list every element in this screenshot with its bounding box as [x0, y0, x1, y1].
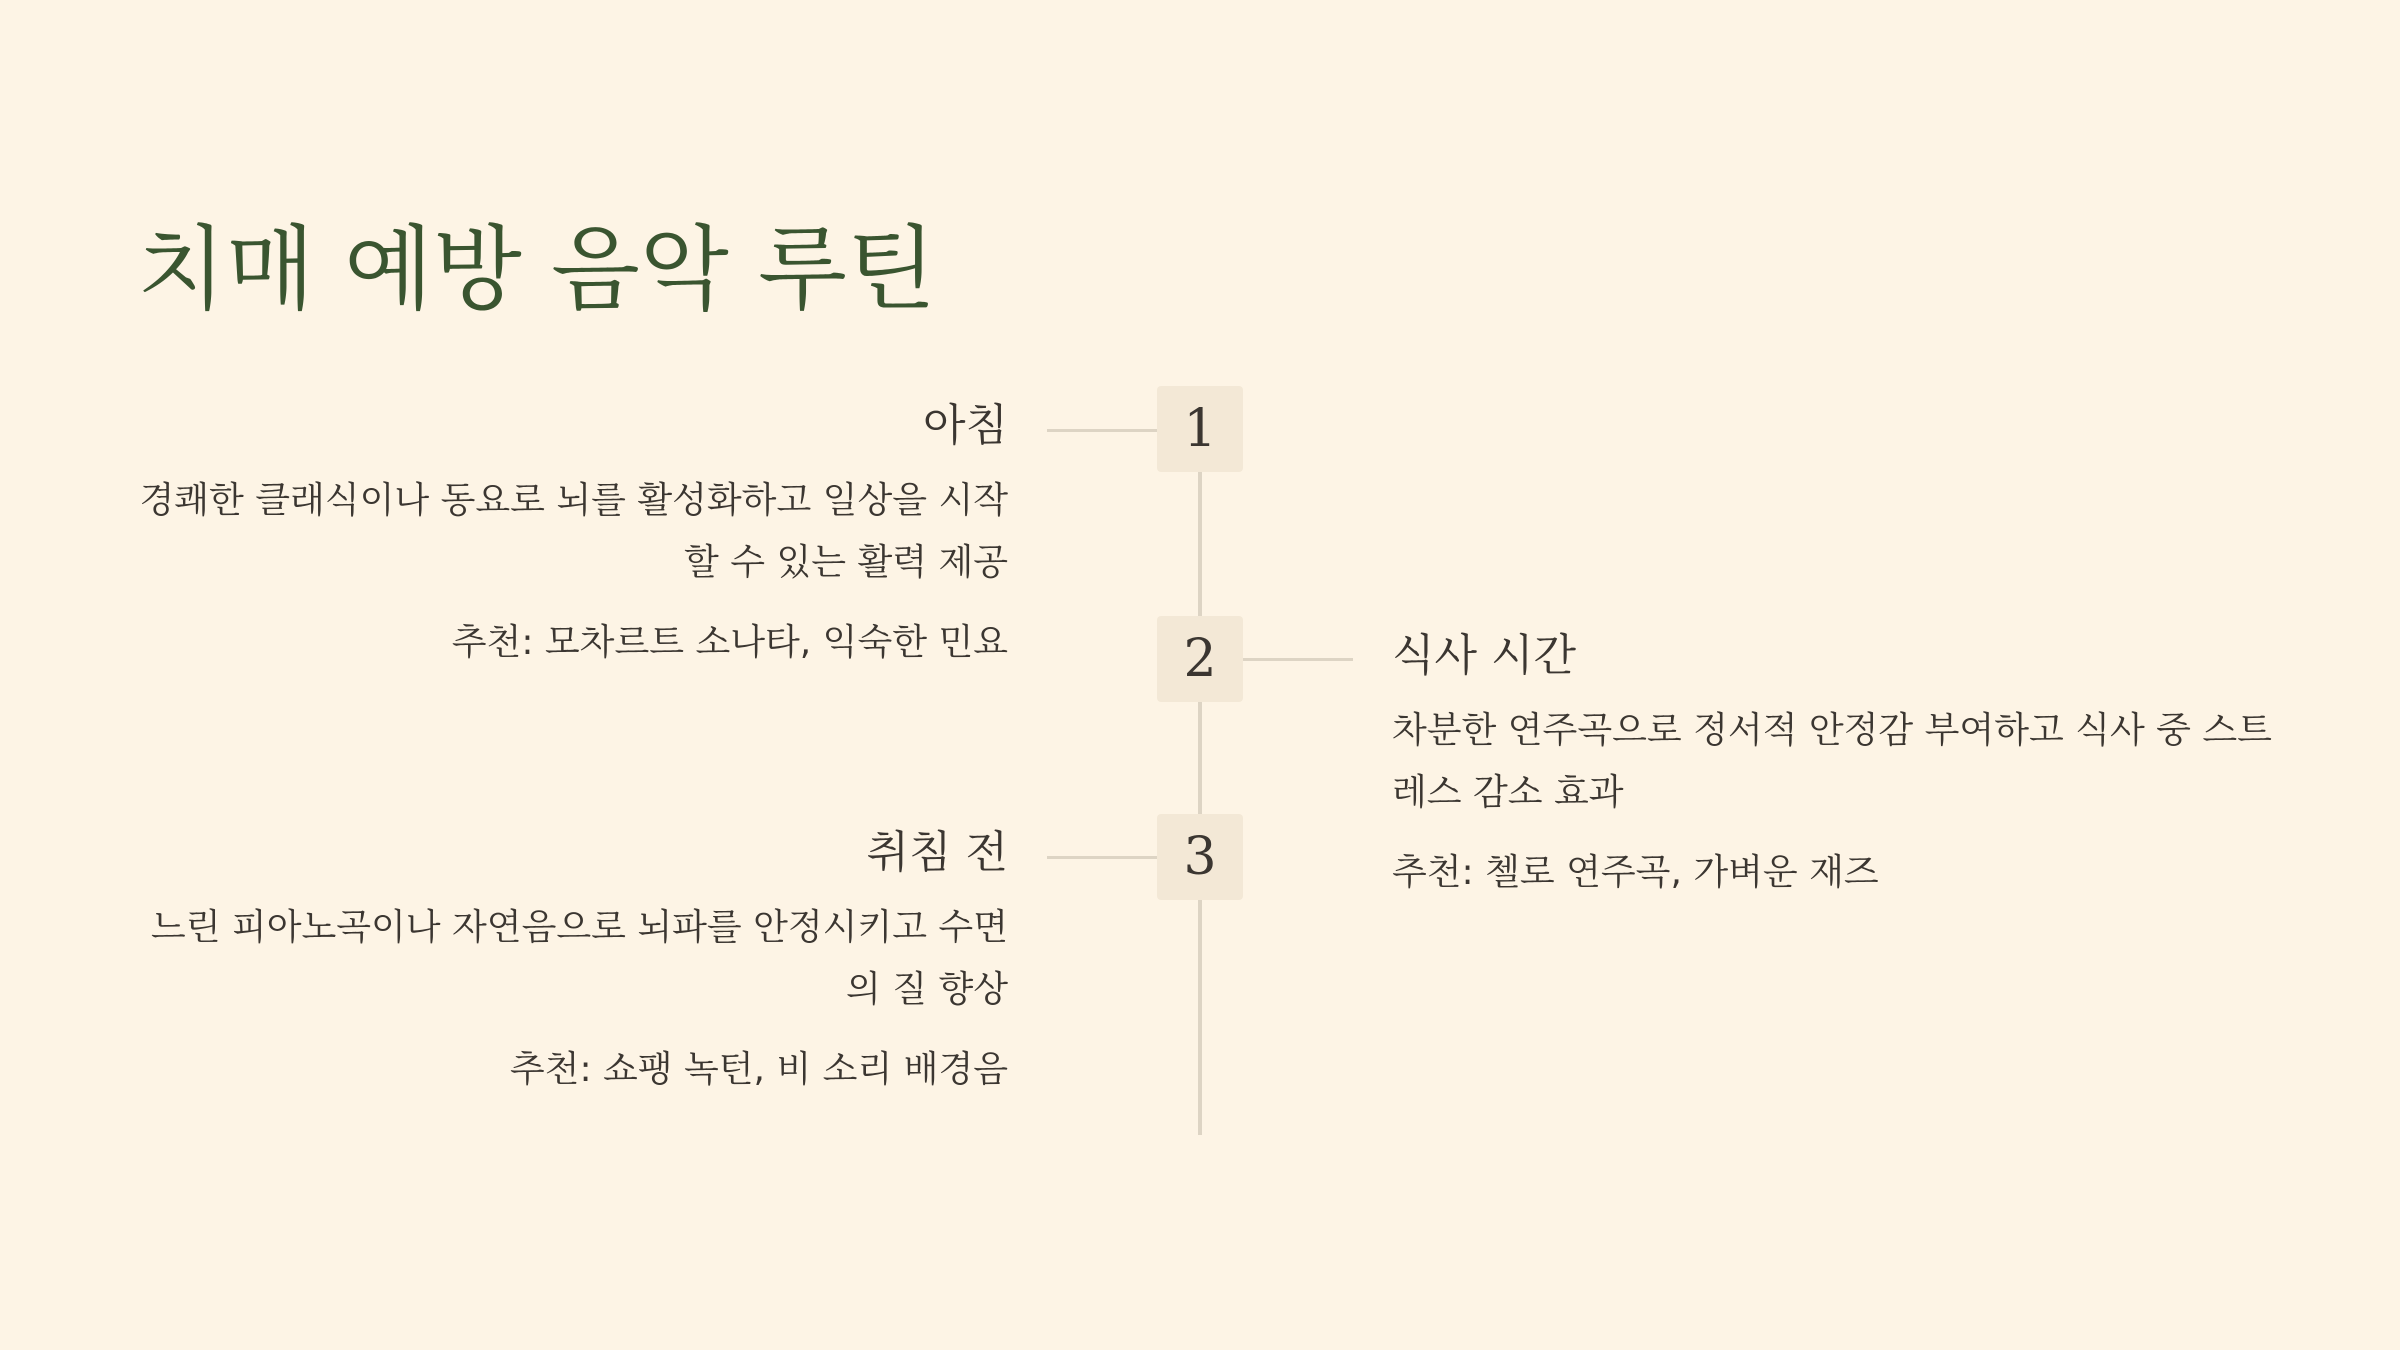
step-1-marker: 1	[1157, 386, 1243, 472]
step-1-recommendation: 추천: 모차르트 소나타, 익숙한 민요	[451, 622, 1008, 663]
step-2-connector	[1241, 658, 1353, 661]
step-3-connector	[1047, 856, 1159, 859]
page-title: 치매 예방 음악 루틴	[137, 216, 936, 323]
step-3-description: 느린 피아노곡이나 자연음으로 뇌파를 안정시키고 수면의 질 향상	[150, 907, 1008, 1010]
step-1-block	[128, 396, 1008, 674]
step-3-marker: 3	[1157, 814, 1243, 900]
step-3-title: 취침 전	[866, 827, 1008, 878]
step-1-description: 경쾌한 클래식이나 동요로 뇌를 활성화하고 일상을 시작할 수 있는 활력 제공	[139, 480, 1008, 583]
step-3-block	[128, 823, 1008, 1101]
step-1-connector	[1047, 429, 1159, 432]
step-3-recommendation: 추천: 쇼팽 녹턴, 비 소리 배경음	[509, 1049, 1008, 1090]
step-2-block	[1392, 626, 2272, 904]
step-2-marker: 2	[1157, 616, 1243, 702]
step-2-description: 차분한 연주곡으로 정서적 안정감 부여하고 식사 중 스트레스 감소 효과	[1392, 710, 2272, 813]
step-2-recommendation: 추천: 첼로 연주곡, 가벼운 재즈	[1392, 852, 1879, 893]
timeline-line	[1198, 430, 1202, 1135]
step-1-title: 아침	[922, 400, 1008, 451]
step-2-title: 식사 시간	[1392, 630, 1577, 681]
